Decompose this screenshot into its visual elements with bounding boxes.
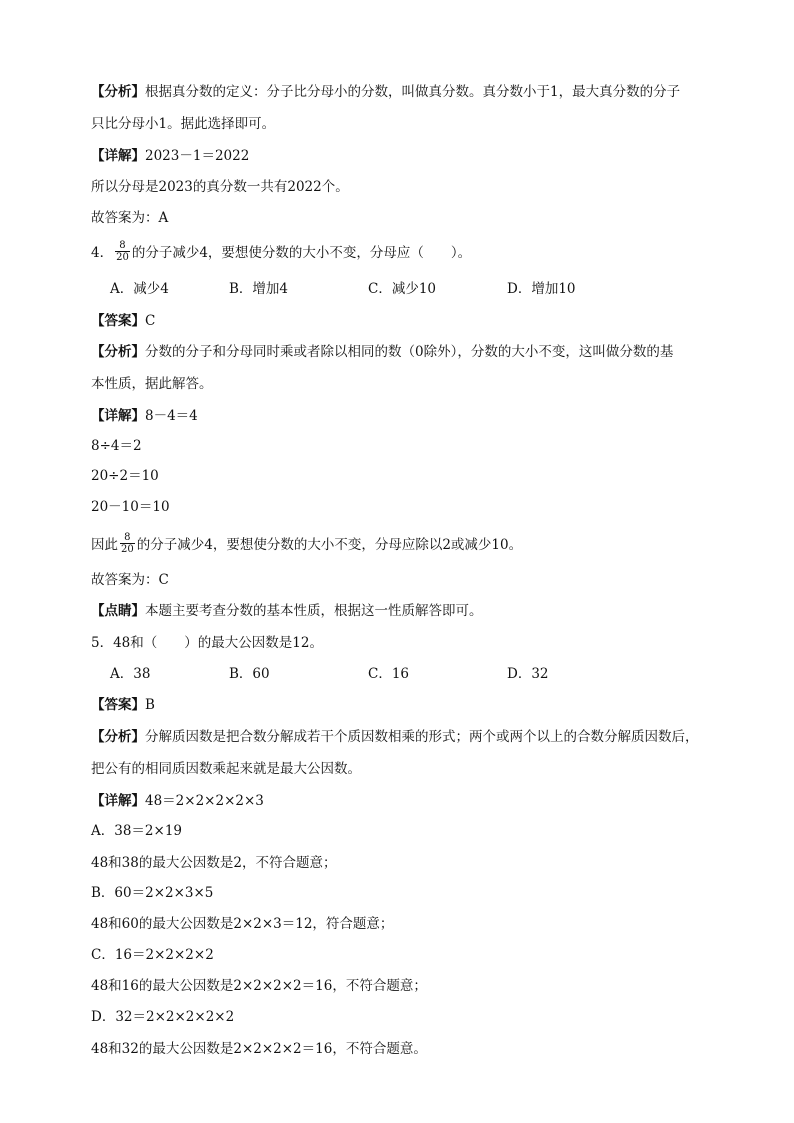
step-text: 48和38的最大公因数是2，不符合题意； xyxy=(91,855,337,871)
detail-tag: 【详解】 xyxy=(91,148,145,164)
analysis-text: 根据真分数的定义：分子比分母小的分数，叫做真分数。真分数小于1，最大真分数的分子 xyxy=(145,84,681,100)
detail-line xyxy=(91,791,734,811)
answer-tag: 【答案】 xyxy=(91,697,145,713)
option-c: C．减少10 xyxy=(368,281,437,297)
step-text: 48和60的最大公因数是2×2×3＝12，符合题意； xyxy=(91,916,394,932)
option-b: B．60 xyxy=(229,666,270,682)
answer-tag: 【答案】 xyxy=(91,313,145,329)
analysis-text: 分解质因数是把合数分解成若干个质因数相乘的形式；两个或两个以上的合数分解质因数后， xyxy=(145,729,699,745)
analysis-line-2 xyxy=(91,759,734,779)
option-d: D．32 xyxy=(507,666,549,682)
conclusion-line xyxy=(91,177,734,197)
calc-text: 20÷2＝10 xyxy=(91,468,159,484)
calc-line xyxy=(91,436,734,456)
conclusion-text: 所以分母是2023的真分数一共有2022个。 xyxy=(91,179,349,195)
analysis-tag: 【分析】 xyxy=(91,344,145,360)
conclusion-prefix: 因此 xyxy=(91,537,118,553)
fraction xyxy=(120,532,135,555)
question-text: 的分子减少4，要想使分数的大小不变，分母应（ ）。 xyxy=(131,245,472,261)
answer-value: B xyxy=(145,697,155,713)
answer-value: C xyxy=(145,313,156,329)
step-text: B．60＝2×2×3×5 xyxy=(91,885,214,901)
analysis-line-1 xyxy=(91,727,734,747)
calc-text: 8÷4＝2 xyxy=(91,438,142,454)
detail-tag: 【详解】 xyxy=(91,793,145,809)
analysis-line-1 xyxy=(91,82,734,102)
answer-line xyxy=(91,311,734,331)
fraction-numerator: 8 xyxy=(119,240,126,251)
option-d: D．增加10 xyxy=(507,281,576,297)
option-a: A．减少4 xyxy=(110,281,169,297)
step-line xyxy=(91,883,734,903)
remark-text: 本题主要考查分数的基本性质，根据这一性质解答即可。 xyxy=(145,603,483,619)
question-number: 4． xyxy=(91,245,114,261)
detail-text: 2023－1＝2022 xyxy=(145,148,250,164)
option-a: A．38 xyxy=(110,666,151,682)
fraction xyxy=(115,240,130,263)
analysis-line-2 xyxy=(91,374,734,394)
step-line xyxy=(91,914,734,934)
analysis-text: 把公有的相同质因数乘起来就是最大公因数。 xyxy=(91,761,361,777)
step-line xyxy=(91,821,734,841)
answer-statement xyxy=(91,570,734,590)
remark-tag: 【点睛】 xyxy=(91,603,145,619)
conclusion-line xyxy=(91,534,734,557)
fraction-denominator: 20 xyxy=(121,544,134,555)
calc-line xyxy=(91,466,734,486)
step-line xyxy=(91,853,734,873)
analysis-line-2 xyxy=(91,114,734,134)
fraction-denominator: 20 xyxy=(116,252,129,263)
step-line xyxy=(91,1039,734,1059)
fraction-numerator: 8 xyxy=(124,532,131,543)
analysis-tag: 【分析】 xyxy=(91,84,145,100)
answer-statement xyxy=(91,208,734,228)
detail-line xyxy=(91,406,734,426)
step-line xyxy=(91,1007,734,1027)
question-text: 5．48和（ ）的最大公因数是12。 xyxy=(91,635,323,651)
option-c: C．16 xyxy=(368,666,410,682)
step-text: 48和32的最大公因数是2×2×2×2＝16，不符合题意。 xyxy=(91,1041,427,1057)
question-4 xyxy=(91,242,734,265)
detail-text: 48＝2×2×2×2×3 xyxy=(145,793,264,809)
step-text: D．32＝2×2×2×2×2 xyxy=(91,1009,235,1025)
analysis-tag: 【分析】 xyxy=(91,729,145,745)
remark-line xyxy=(91,601,734,621)
option-b: B．增加4 xyxy=(229,281,289,297)
step-text: C．16＝2×2×2×2 xyxy=(91,947,214,963)
analysis-text: 分数的分子和分母同时乘或者除以相同的数（0除外），分数的大小不变，这叫做分数的基 xyxy=(145,344,674,360)
step-text: 48和16的最大公因数是2×2×2×2＝16，不符合题意； xyxy=(91,978,427,994)
answer-text: 故答案为：A xyxy=(91,210,169,226)
question-5 xyxy=(91,633,734,653)
analysis-text: 本性质，据此解答。 xyxy=(91,376,213,392)
detail-tag: 【详解】 xyxy=(91,408,145,424)
step-line xyxy=(91,945,734,965)
analysis-line-1 xyxy=(91,342,734,362)
conclusion-text: 的分子减少4，要想使分数的大小不变，分母应除以2或减少10。 xyxy=(136,537,523,553)
step-text: A．38＝2×19 xyxy=(91,823,183,839)
analysis-text: 只比分母小1。据此选择即可。 xyxy=(91,116,276,132)
detail-line xyxy=(91,146,734,166)
answer-text: 故答案为：C xyxy=(91,572,169,588)
calc-line xyxy=(91,497,734,517)
calc-text: 20－10＝10 xyxy=(91,499,170,515)
step-line xyxy=(91,976,734,996)
answer-line xyxy=(91,695,734,715)
detail-text: 8－4＝4 xyxy=(145,408,198,424)
